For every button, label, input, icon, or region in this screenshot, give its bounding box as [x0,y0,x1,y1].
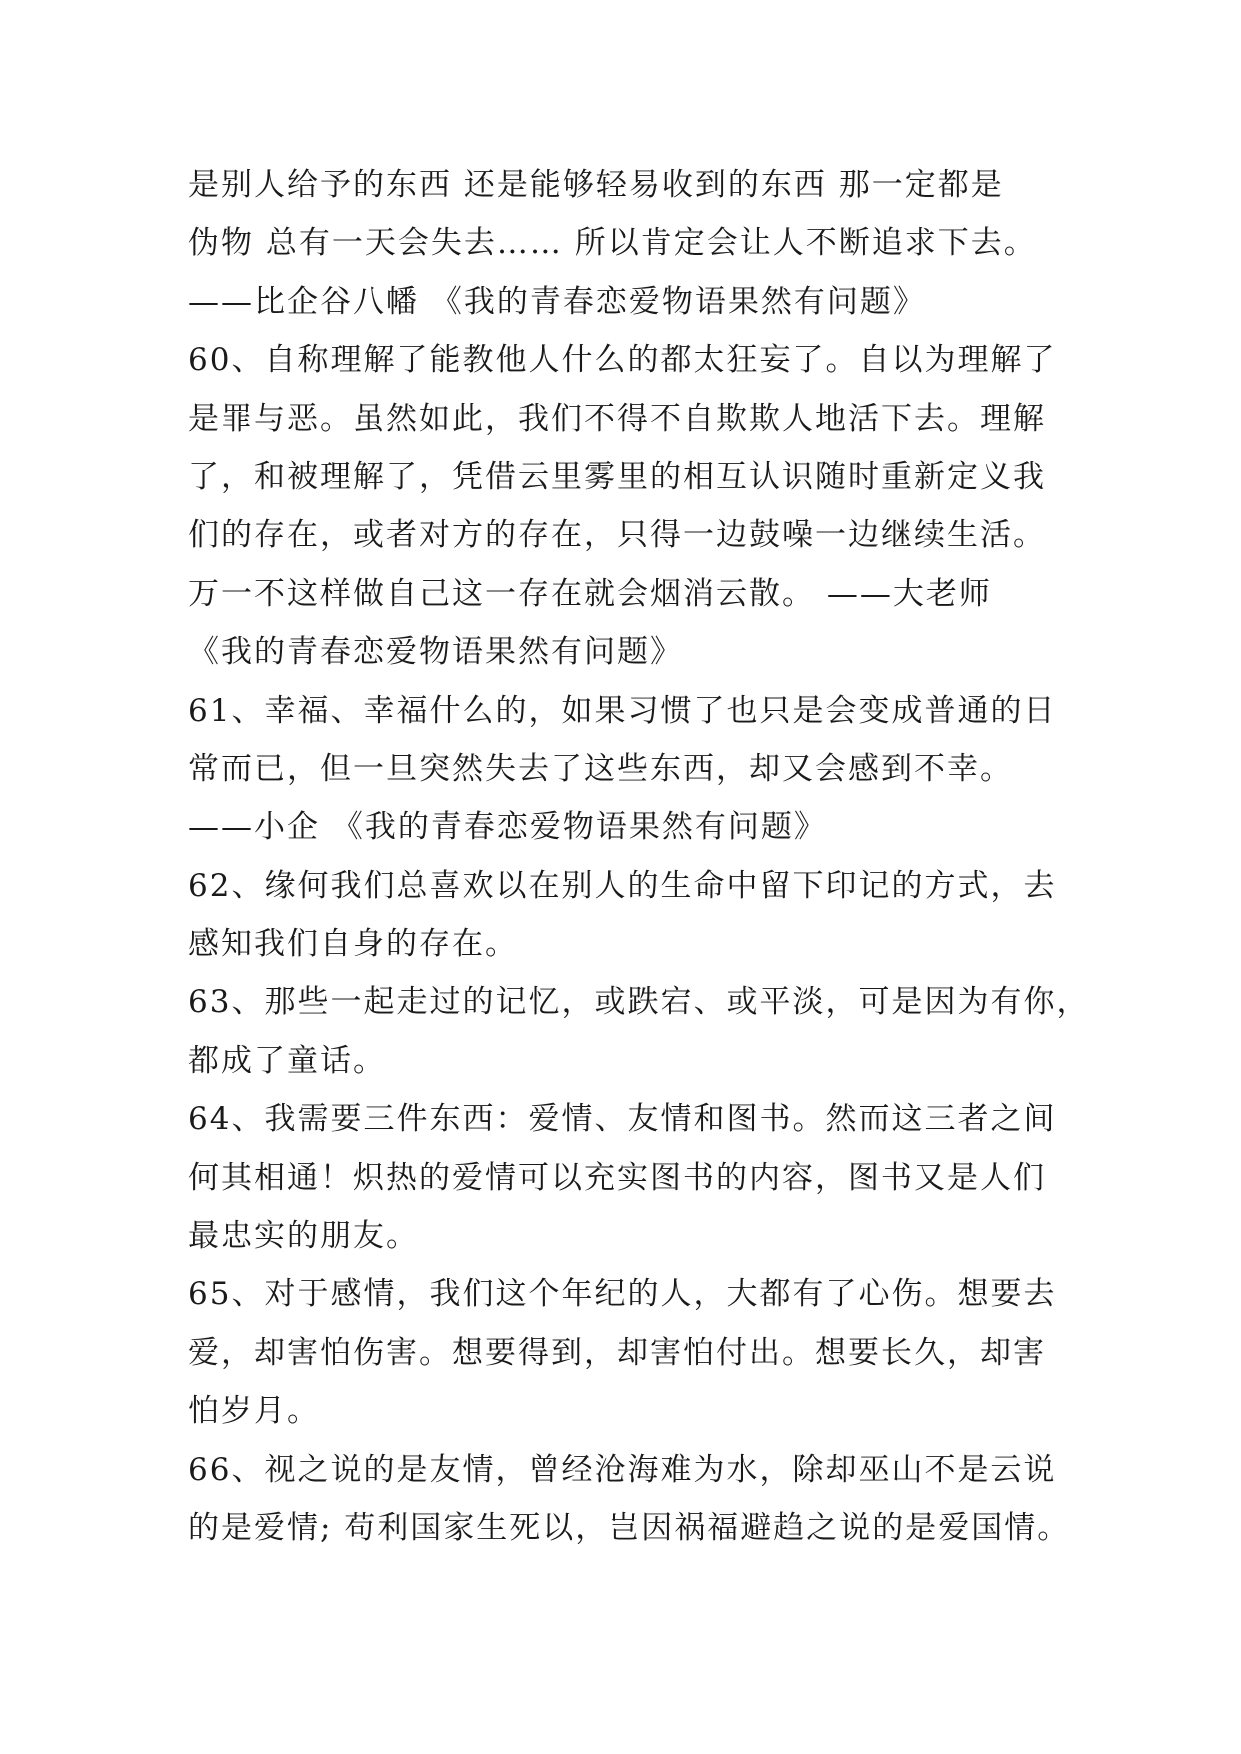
document-text [188,156,1090,1557]
text-line: 66、视之说的是友情，曾经沧海难为水，除却巫山不是云说 [188,1451,1057,1488]
text-line: 60、自称理解了能教他人什么的都太狂妄了。自以为理解了 [188,342,1057,379]
text-line: 感知我们自身的存在。 [188,926,518,963]
text-line: 们的存在，或者对方的存在，只得一边鼓噪一边继续生活。 [188,517,1046,554]
text-line: 了，和被理解了，凭借云里雾里的相互认识随时重新定义我 [188,458,1046,495]
text-line: 怕岁月。 [188,1393,320,1430]
text-line: 最忠实的朋友。 [188,1218,419,1255]
text-line: 63、那些一起走过的记忆，或跌宕、或平淡，可是因为有你， [188,984,1090,1021]
text-line: 的是爱情; 苟利国家生死以，岂因祸福避趋之说的是爱国情。 [188,1509,1071,1546]
text-line: 是别人给予的东西 还是能够轻易收到的东西 那一定都是 [188,167,1004,203]
text-line: 65、对于感情，我们这个年纪的人，大都有了心伤。想要去 [188,1276,1057,1313]
text-line: 万一不这样做自己这一存在就会烟消云散。 ——大老师 [188,575,992,612]
text-line: 爱，却害怕伤害。想要得到，却害怕付出。想要长久，却害 [188,1334,1046,1371]
text-line: 何其相通！炽热的爱情可以充实图书的内容，图书又是人们 [188,1159,1046,1196]
text-line: 常而已，但一旦突然失去了这些东西，却又会感到不幸。 [188,750,1013,787]
text-line: 《我的青春恋爱物语果然有问题》 [188,634,683,671]
text-line: 是罪与恶。虽然如此，我们不得不自欺欺人地活下去。理解 [188,400,1046,437]
text-line: ——比企谷八幡 《我的青春恋爱物语果然有问题》 [188,283,926,320]
text-line: 62、缘何我们总喜欢以在别人的生命中留下印记的方式，去 [188,867,1057,904]
text-line: 64、我需要三件东西：爱情、友情和图书。然而这三者之间 [188,1101,1057,1138]
text-line: ——小企 《我的青春恋爱物语果然有问题》 [188,809,827,846]
text-line: 61、幸福、幸福什么的，如果习惯了也只是会变成普通的日 [188,692,1057,729]
text-line: 都成了童话。 [188,1042,386,1079]
text-line: 伪物 总有一天会失去…… 所以肯定会让人不断追求下去。 [188,225,1037,262]
